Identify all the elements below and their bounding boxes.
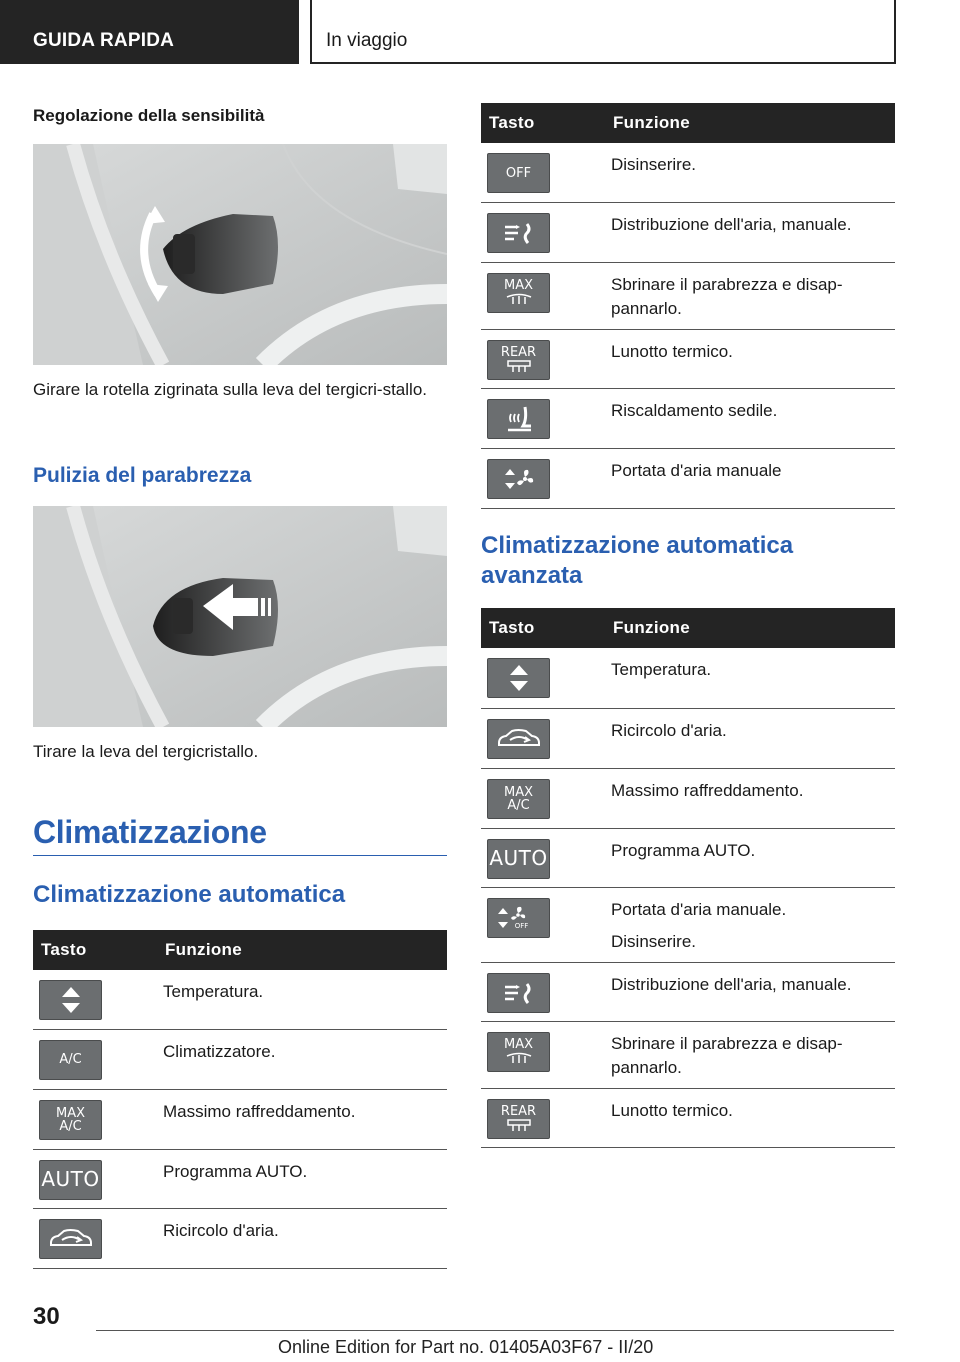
column-header-function: Funzione (157, 930, 447, 970)
chapter-tab (310, 0, 896, 64)
function-text: Sbrinare il parabrezza e disap-pannarlo. (611, 1033, 843, 1077)
function-text: Massimo raffreddamento. (163, 1101, 356, 1121)
climate-title: Climatizzazione (33, 814, 267, 850)
key-label: MAX (503, 1037, 533, 1052)
table-row (481, 887, 895, 962)
recirculation-icon (39, 1219, 102, 1259)
key-label: REAR (500, 345, 537, 360)
temperature-arrows-icon (39, 980, 102, 1020)
function-text: Lunotto termico. (611, 1100, 733, 1120)
function-text: Riscaldamento sedile. (611, 400, 778, 420)
auto-climate-table-continued (481, 103, 895, 509)
wash-text: Tirare la leva del tergicristallo. (33, 742, 259, 761)
function-text: Temperatura. (163, 982, 264, 1001)
function-text: Sbrinare il parabrezza e disap-pannarlo. (611, 274, 843, 318)
function-text: Climatizzatore. (163, 1041, 276, 1061)
table-row (481, 202, 895, 262)
function-text: Distribuzione dell'aria, manuale. (611, 214, 852, 234)
advanced-climate-table (481, 608, 895, 1148)
off-icon (487, 153, 550, 193)
table-row (481, 1088, 895, 1147)
key-label: AUTO (41, 1167, 100, 1191)
table-header-row (481, 103, 895, 143)
air-distribution-icon (487, 213, 550, 253)
advanced-climate-title-line2: avanzata (481, 562, 583, 589)
table-row (481, 648, 895, 708)
climate-title-rule (33, 855, 447, 856)
function-text: Massimo raffreddamento. (611, 780, 804, 800)
function-text: Programma AUTO. (611, 840, 756, 860)
max-defrost-icon (487, 273, 550, 313)
advanced-climate-title-line1: Climatizzazione automatica (481, 532, 794, 559)
table-header-row (481, 608, 895, 648)
rear-defrost-icon (487, 1099, 550, 1139)
table-row (481, 448, 895, 508)
table-row (481, 329, 895, 388)
auto-climate-title: Climatizzazione automatica (33, 881, 346, 908)
function-text: Lunotto termico. (611, 341, 733, 361)
table-row (33, 1089, 447, 1149)
auto-climate-table (33, 930, 447, 1269)
table-row (481, 962, 895, 1021)
function-text: Temperatura. (611, 660, 712, 679)
function-text: Programma AUTO. (163, 1161, 308, 1181)
key-label: A/C (59, 1052, 82, 1067)
max-ac-icon (39, 1100, 102, 1140)
recirculation-icon (487, 719, 550, 759)
table-header-row (33, 930, 447, 970)
key-label: OFF (514, 922, 529, 930)
key-label: MAX A/C (503, 784, 533, 813)
table-row (481, 1021, 895, 1088)
column-header-key: Tasto (481, 608, 605, 648)
table-row (33, 1208, 447, 1268)
sensitivity-text: Girare la rotella zigrinata sulla leva del tergicri-stallo. (33, 380, 427, 399)
table-row (481, 143, 895, 202)
function-text: Portata d'aria manuale (611, 460, 782, 480)
function-text: Ricircolo d'aria. (163, 1220, 279, 1240)
column-header-key: Tasto (481, 103, 605, 143)
table-row (481, 768, 895, 828)
footer-rule (96, 1330, 894, 1331)
key-label: MAX (503, 278, 533, 293)
air-distribution-icon (487, 973, 550, 1013)
max-ac-icon (487, 779, 550, 819)
seat-heating-icon (487, 399, 550, 439)
chapter-label: In viaggio (326, 30, 408, 51)
key-label: OFF (505, 165, 532, 181)
fan-icon (487, 459, 550, 499)
key-label: AUTO (489, 846, 548, 870)
table-row (481, 708, 895, 768)
section-tab (0, 0, 299, 64)
function-text: Disinserire. (611, 931, 697, 951)
table-row (481, 388, 895, 448)
ac-icon (39, 1040, 102, 1080)
function-text: Portata d'aria manuale. (611, 899, 787, 919)
max-defrost-icon (487, 1032, 550, 1072)
column-header-function: Funzione (605, 103, 895, 143)
page-number: 30 (33, 1303, 60, 1330)
function-text: Ricircolo d'aria. (611, 720, 727, 740)
auto-icon (39, 1160, 102, 1200)
table-row (33, 970, 447, 1029)
table-row (33, 1029, 447, 1089)
function-text: Distribuzione dell'aria, manuale. (611, 974, 852, 994)
key-label: MAX A/C (55, 1105, 85, 1134)
temperature-arrows-icon (487, 658, 550, 698)
column-header-key: Tasto (33, 930, 157, 970)
edition-text: Online Edition for Part no. 01405A03F67 - II/20 (278, 1337, 654, 1357)
auto-icon (487, 839, 550, 879)
table-row (481, 262, 895, 329)
wiper-stalk-pull-image (33, 506, 447, 727)
wiper-stalk-rotate-image (33, 144, 447, 365)
wash-title: Pulizia del parabrezza (33, 464, 252, 487)
table-row (481, 828, 895, 887)
sensitivity-title: Regolazione della sensibilità (33, 106, 265, 125)
advanced-climate-title (481, 531, 793, 591)
rear-defrost-icon (487, 340, 550, 380)
table-row (33, 1149, 447, 1208)
fan-off-icon (487, 898, 550, 938)
column-header-function: Funzione (605, 608, 895, 648)
section-label: GUIDA RAPIDA (33, 30, 175, 51)
function-text: Disinserire. (611, 155, 697, 174)
key-label: REAR (500, 1104, 537, 1119)
